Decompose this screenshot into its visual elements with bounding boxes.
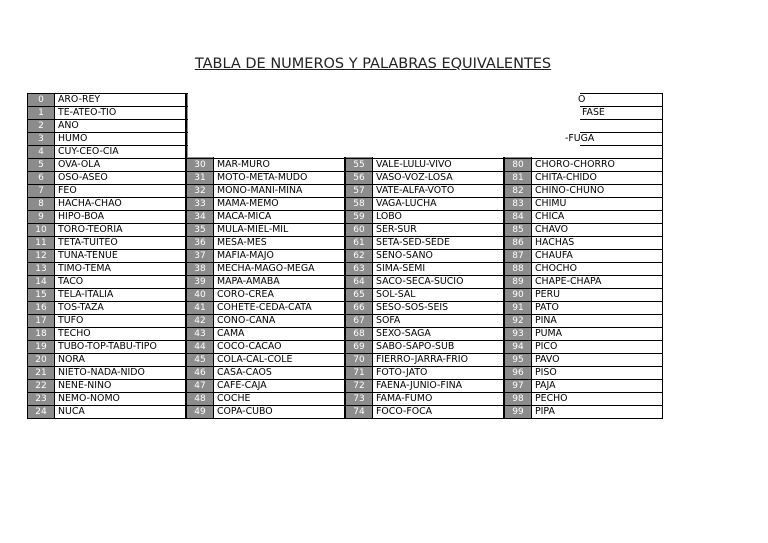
number-cell: 69 — [346, 341, 373, 354]
table-row — [505, 172, 663, 185]
word-cell: PATO — [532, 302, 663, 315]
word-cell: NEMO-NOMO — [55, 393, 186, 406]
number-cell: 91 — [505, 302, 532, 315]
table-row — [28, 107, 186, 120]
table-row — [505, 315, 663, 328]
table-row — [187, 276, 345, 289]
number-cell: 47 — [187, 380, 214, 393]
word-cell: COLA-CAL-COLE — [214, 354, 345, 367]
number-cell: 18 — [28, 328, 55, 341]
number-cell: 12 — [28, 250, 55, 263]
word-cell: SESO-SOS-SEIS — [373, 302, 504, 315]
table-row — [28, 120, 186, 133]
table-row — [28, 289, 186, 302]
word-cell: HUMO — [55, 133, 186, 146]
word-cell: FOCO-FOCA — [373, 406, 504, 419]
number-cell: 45 — [187, 354, 214, 367]
table-row — [505, 341, 663, 354]
table-row — [505, 237, 663, 250]
text-fragment: FASE — [582, 107, 605, 118]
word-cell: CHOCHO — [532, 263, 663, 276]
number-cell: 41 — [187, 302, 214, 315]
number-cell: 71 — [346, 367, 373, 380]
number-cell: 49 — [187, 406, 214, 419]
number-cell: 61 — [346, 237, 373, 250]
word-cell: MONO-MANI-MINA — [214, 185, 345, 198]
number-cell: 31 — [187, 172, 214, 185]
obscuring-overlay — [188, 92, 580, 157]
table-row — [187, 367, 345, 380]
table-row — [28, 133, 186, 146]
number-cell: 57 — [346, 185, 373, 198]
word-cell: TIMO-TEMA — [55, 263, 186, 276]
number-cell: 44 — [187, 341, 214, 354]
word-cell: COCHE — [214, 393, 345, 406]
word-cell: SETA-SED-SEDE — [373, 237, 504, 250]
table-row — [28, 354, 186, 367]
table-row — [187, 211, 345, 224]
word-cell: MECHA-MAGO-MEGA — [214, 263, 345, 276]
number-cell: 39 — [187, 276, 214, 289]
word-cell: CAFÉ-CAJA — [214, 380, 345, 393]
word-cell: FOTO-JATO — [373, 367, 504, 380]
table-row — [187, 237, 345, 250]
text-fragment: O — [578, 94, 586, 105]
word-cell: CHINO-CHUÑO — [532, 185, 663, 198]
word-cell: PECHO — [532, 393, 663, 406]
table-row — [28, 172, 186, 185]
table-row — [346, 159, 504, 172]
table-row — [505, 276, 663, 289]
table-row — [187, 198, 345, 211]
number-cell: 32 — [187, 185, 214, 198]
word-cell: AÑO — [55, 120, 186, 133]
number-cell: 38 — [187, 263, 214, 276]
table-row — [187, 380, 345, 393]
number-cell: 20 — [28, 354, 55, 367]
number-cell: 42 — [187, 315, 214, 328]
word-cell: SENO-SANO — [373, 250, 504, 263]
number-cell: 4 — [28, 146, 55, 159]
table-row — [28, 302, 186, 315]
number-cell: 84 — [505, 211, 532, 224]
word-cell: VASO-VOZ-LOSA — [373, 172, 504, 185]
table-row — [505, 250, 663, 263]
number-cell: 60 — [346, 224, 373, 237]
word-cell: PAVO — [532, 354, 663, 367]
word-cell: CONO-CANA — [214, 315, 345, 328]
word-cell: SOFA — [373, 315, 504, 328]
word-cell: SEXO-SAGA — [373, 328, 504, 341]
number-cell: 88 — [505, 263, 532, 276]
word-cell: MOTO-META-MUDO — [214, 172, 345, 185]
number-cell: 37 — [187, 250, 214, 263]
word-cell: PERU — [532, 289, 663, 302]
table-row — [505, 302, 663, 315]
word-cell: FEO — [55, 185, 186, 198]
number-cell: 93 — [505, 328, 532, 341]
number-cell: 58 — [346, 198, 373, 211]
table-row — [187, 172, 345, 185]
number-cell: 94 — [505, 341, 532, 354]
number-cell: 15 — [28, 289, 55, 302]
table-row — [28, 393, 186, 406]
table-row — [187, 263, 345, 276]
table-row — [505, 185, 663, 198]
number-cell: 55 — [346, 159, 373, 172]
word-cell: VAGA-LUCHA — [373, 198, 504, 211]
number-cell: 62 — [346, 250, 373, 263]
word-cell: PIPA — [532, 406, 663, 419]
word-cell: COCO-CACAO — [214, 341, 345, 354]
number-cell: 16 — [28, 302, 55, 315]
table-row — [28, 315, 186, 328]
table-row — [505, 159, 663, 172]
text-fragment: -FUGA — [565, 133, 595, 144]
number-cell: 24 — [28, 406, 55, 419]
table-row — [346, 367, 504, 380]
word-cell: TACO — [55, 276, 186, 289]
table-row — [187, 354, 345, 367]
table-row — [187, 328, 345, 341]
table-row — [346, 172, 504, 185]
table-row — [346, 341, 504, 354]
table-row — [346, 263, 504, 276]
word-cell: HIPO-BOA — [55, 211, 186, 224]
word-cell: MAPA-AMABA — [214, 276, 345, 289]
table-row — [28, 276, 186, 289]
table-row — [187, 289, 345, 302]
word-cell: NUCA — [55, 406, 186, 419]
table-row — [346, 354, 504, 367]
number-cell: 33 — [187, 198, 214, 211]
table-row — [28, 380, 186, 393]
word-cell: CAMA — [214, 328, 345, 341]
table-row — [505, 198, 663, 211]
number-cell: 34 — [187, 211, 214, 224]
table-row — [28, 94, 186, 107]
number-cell: 86 — [505, 237, 532, 250]
table-row — [505, 263, 663, 276]
table-row — [346, 224, 504, 237]
table-row — [346, 250, 504, 263]
word-cell: NENE-NIÑO — [55, 380, 186, 393]
table-row — [346, 315, 504, 328]
word-cell: FAMA-FUMO — [373, 393, 504, 406]
table-row — [346, 276, 504, 289]
word-cell: CUY-CEO-CIA — [55, 146, 186, 159]
word-cell: SOL-SAL — [373, 289, 504, 302]
number-cell: 13 — [28, 263, 55, 276]
word-cell: VATE-ALFA-VOTO — [373, 185, 504, 198]
word-cell: CHAPE-CHAPA — [532, 276, 663, 289]
table-row — [28, 367, 186, 380]
table-row — [505, 328, 663, 341]
number-cell: 68 — [346, 328, 373, 341]
table-row — [346, 211, 504, 224]
word-cell: CASA-CAOS — [214, 367, 345, 380]
number-cell: 96 — [505, 367, 532, 380]
word-cell: HACHAS — [532, 237, 663, 250]
word-cell: NIETO-NADA-NIDO — [55, 367, 186, 380]
table-row — [28, 224, 186, 237]
number-cell: 46 — [187, 367, 214, 380]
word-cell: CORO-CREA — [214, 289, 345, 302]
number-cell: 82 — [505, 185, 532, 198]
number-cell: 30 — [187, 159, 214, 172]
number-cell: 14 — [28, 276, 55, 289]
word-cell: TUFO — [55, 315, 186, 328]
word-cell: CHAUFA — [532, 250, 663, 263]
number-cell: 3 — [28, 133, 55, 146]
word-cell: SER-SUR — [373, 224, 504, 237]
table-row — [505, 367, 663, 380]
table-row — [28, 198, 186, 211]
word-cell: TECHO — [55, 328, 186, 341]
word-cell: SIMA-SEMI — [373, 263, 504, 276]
table-row — [28, 159, 186, 172]
word-cell: MAMA-MEMO — [214, 198, 345, 211]
table-row — [28, 211, 186, 224]
table-row — [28, 237, 186, 250]
number-cell: 7 — [28, 185, 55, 198]
table-row — [28, 328, 186, 341]
table-row — [187, 341, 345, 354]
number-cell: 6 — [28, 172, 55, 185]
number-cell: 35 — [187, 224, 214, 237]
number-cell: 81 — [505, 172, 532, 185]
table-row — [187, 159, 345, 172]
number-cell: 87 — [505, 250, 532, 263]
number-cell: 0 — [28, 94, 55, 107]
word-cell: TELA-ITALIA — [55, 289, 186, 302]
word-cell: PICO — [532, 341, 663, 354]
word-cell: OVA-OLA — [55, 159, 186, 172]
word-cell: LOBO — [373, 211, 504, 224]
table-row — [505, 224, 663, 237]
word-cell: SACO-SECA-SUCIO — [373, 276, 504, 289]
table-row — [505, 354, 663, 367]
word-cell: CHIMU — [532, 198, 663, 211]
word-cell: TOS-TAZA — [55, 302, 186, 315]
word-cell: CHAVO — [532, 224, 663, 237]
table-row — [505, 289, 663, 302]
number-cell: 59 — [346, 211, 373, 224]
table-row — [346, 289, 504, 302]
number-cell: 8 — [28, 198, 55, 211]
number-cell: 43 — [187, 328, 214, 341]
word-cell: MULA-MIEL-MIL — [214, 224, 345, 237]
number-cell: 19 — [28, 341, 55, 354]
number-cell: 9 — [28, 211, 55, 224]
number-cell: 5 — [28, 159, 55, 172]
number-cell: 36 — [187, 237, 214, 250]
number-cell: 64 — [346, 276, 373, 289]
number-cell: 95 — [505, 354, 532, 367]
number-cell: 74 — [346, 406, 373, 419]
word-cell: TETA-TUITEO — [55, 237, 186, 250]
table-row — [28, 185, 186, 198]
table-row — [28, 250, 186, 263]
word-cell: CHITA-CHIDO — [532, 172, 663, 185]
table-row — [187, 315, 345, 328]
word-cell: PIÑA — [532, 315, 663, 328]
number-cell: 40 — [187, 289, 214, 302]
word-cell: COHETE-CEDA-CATA — [214, 302, 345, 315]
number-cell: 67 — [346, 315, 373, 328]
number-cell: 90 — [505, 289, 532, 302]
word-cell: COPA-CUBO — [214, 406, 345, 419]
number-cell: 65 — [346, 289, 373, 302]
number-cell: 22 — [28, 380, 55, 393]
word-cell: PUMA — [532, 328, 663, 341]
number-cell: 99 — [505, 406, 532, 419]
table-row — [187, 250, 345, 263]
table-row — [187, 406, 345, 419]
table-row — [28, 406, 186, 419]
number-cell: 48 — [187, 393, 214, 406]
table-row — [346, 185, 504, 198]
table-row — [28, 263, 186, 276]
number-cell: 72 — [346, 380, 373, 393]
number-cell: 11 — [28, 237, 55, 250]
table-row — [346, 380, 504, 393]
table-row — [346, 393, 504, 406]
number-cell: 10 — [28, 224, 55, 237]
number-cell: 85 — [505, 224, 532, 237]
word-cell: SABO-SAPO-SUB — [373, 341, 504, 354]
word-cell: FAENA-JUNIO-FINA — [373, 380, 504, 393]
word-cell: FIERRO-JARRA-FRIO — [373, 354, 504, 367]
word-cell: MAFIA-MAJO — [214, 250, 345, 263]
number-cell: 1 — [28, 107, 55, 120]
table-row — [187, 185, 345, 198]
table-row — [28, 341, 186, 354]
table-row — [346, 406, 504, 419]
word-cell: MAR-MURO — [214, 159, 345, 172]
word-cell: MESA-MES — [214, 237, 345, 250]
word-cell: PAJA — [532, 380, 663, 393]
table-row — [346, 237, 504, 250]
number-cell: 66 — [346, 302, 373, 315]
word-cell: NORA — [55, 354, 186, 367]
number-cell: 70 — [346, 354, 373, 367]
word-cell: CHICA — [532, 211, 663, 224]
word-cell: PISO — [532, 367, 663, 380]
number-cell: 97 — [505, 380, 532, 393]
number-cell: 21 — [28, 367, 55, 380]
number-cell: 56 — [346, 172, 373, 185]
number-cell: 2 — [28, 120, 55, 133]
word-cell: VALE-LULU-VIVO — [373, 159, 504, 172]
table-row — [28, 146, 186, 159]
number-cell: 98 — [505, 393, 532, 406]
number-cell: 23 — [28, 393, 55, 406]
number-cell: 80 — [505, 159, 532, 172]
number-cell: 89 — [505, 276, 532, 289]
word-cell: CHORO-CHORRO — [532, 159, 663, 172]
word-cell: OSO-ASEO — [55, 172, 186, 185]
table-row — [346, 328, 504, 341]
word-cell: TORO-TEORÍA — [55, 224, 186, 237]
table-row — [505, 380, 663, 393]
table-column-1 — [27, 93, 186, 419]
table-row — [187, 302, 345, 315]
word-cell: TUNA-TENUE — [55, 250, 186, 263]
table-row — [187, 224, 345, 237]
number-cell: 17 — [28, 315, 55, 328]
table-row — [187, 393, 345, 406]
table-row — [346, 198, 504, 211]
number-cell: 63 — [346, 263, 373, 276]
word-cell: TE-ATEO-TIO — [55, 107, 186, 120]
number-cell: 73 — [346, 393, 373, 406]
word-cell: HACHA-CHAO — [55, 198, 186, 211]
word-cell: TUBO-TOP-TABU-TIPO — [55, 341, 186, 354]
number-cell: 83 — [505, 198, 532, 211]
word-cell: MACA-MICA — [214, 211, 345, 224]
number-cell: 92 — [505, 315, 532, 328]
table-row — [505, 211, 663, 224]
table-row — [505, 393, 663, 406]
page-title: TABLA DE NUMEROS Y PALABRAS EQUIVALENTES — [194, 56, 552, 72]
word-cell: ARO-REY — [55, 94, 186, 107]
table-row — [346, 302, 504, 315]
table-row — [505, 406, 663, 419]
